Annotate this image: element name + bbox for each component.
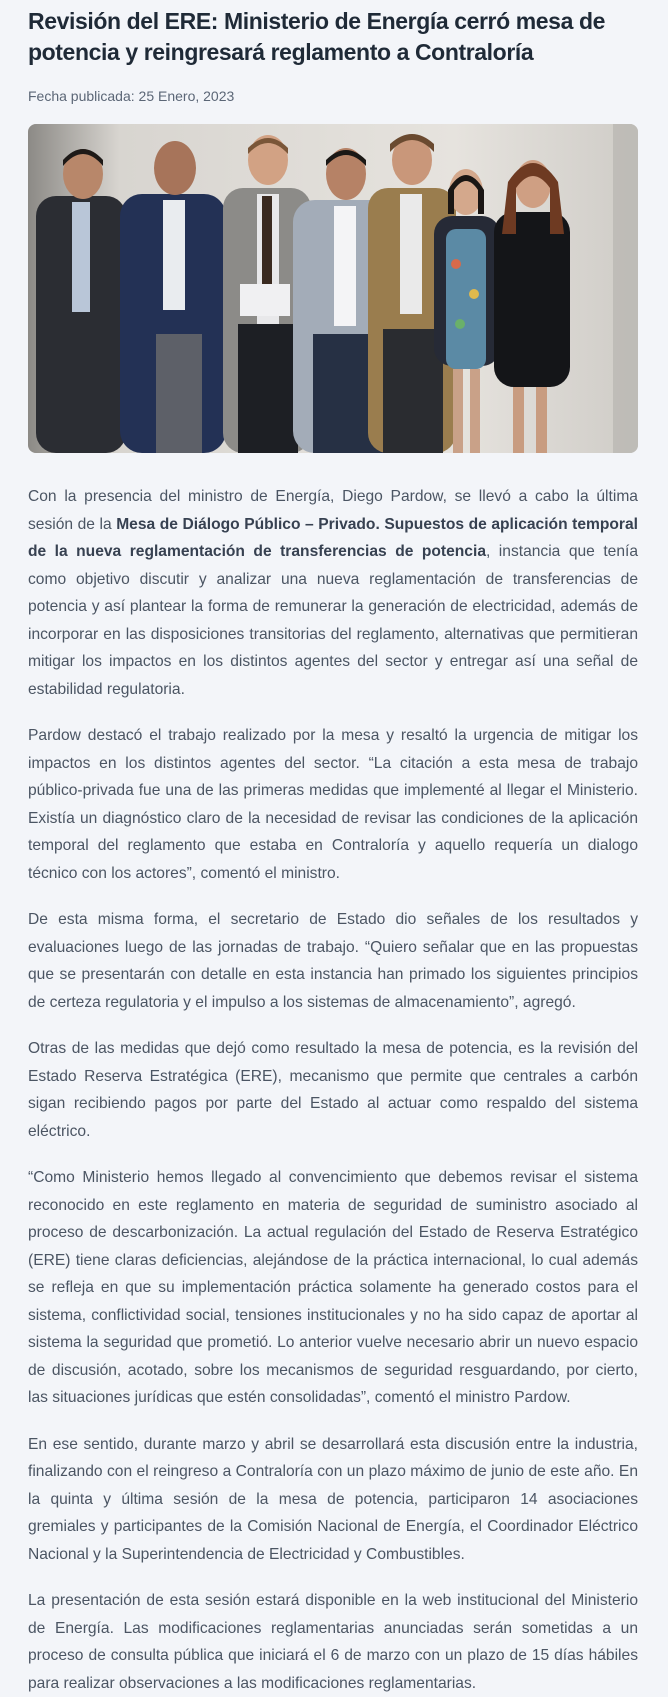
article-title: Revisión del ERE: Ministerio de Energía cerró mesa de potencia y reingresará reglamento a Contraloría (28, 8, 605, 65)
article-photo (28, 124, 638, 453)
publish-date-label: Fecha publicada: (28, 88, 135, 104)
article-body (28, 483, 638, 1697)
article-paragraph-1: Con la presencia del ministro de Energía, Diego Pardow, se llevó a cabo la última sesión de la Mesa de Diálogo Público – Privado. Supuestos de aplicación temporal de la nueva reglamentación de transferencias de potencia, instancia que tenía como objetivo discutir y analizar una nueva reglamentación de transferencias de potencia y así plantear la forma de remunerar la generación de electricidad, además de incorporar en las disposiciones transitorias del reglamento, alternativas que permitieran mitigar los impactos en los distintos agentes del sector y entregar así una señal de estabilidad regulatoria. (28, 488, 639, 698)
group-photo-illustration (28, 124, 638, 453)
publish-date (28, 86, 638, 106)
article-paragraph-3: De esta misma forma, el secretario de Estado dio señales de los resultados y evaluaciones luego de las jornadas de trabajo. “Quiero señalar que en las propuestas que se presentarán con detalle en esta instancia han primado los siguientes principios de certeza regulatoria y el impulso a los sistemas de almacenamiento”, agregó. (28, 911, 638, 1011)
article-paragraph-7: La presentación de esta sesión estará disponible en la web institucional del Ministerio de Energía. Las modificaciones reglamentarias anunciadas serán sometidas a un proceso de consulta pública que iniciará el 6 de marzo con un plazo de 15 días hábiles para realizar observaciones a las modificaciones reglamentarias. (28, 1592, 638, 1692)
article-paragraph-5: “Como Ministerio hemos llegado al convencimiento que debemos revisar el sistema reconocido en este reglamento en materia de seguridad de suministro asociado al proceso de descarbonización. La actual regulación del Estado de Reserva Estratégico (ERE) tiene claras deficiencias, alejándose de la práctica internacional, lo cual además se refleja en que su implementación práctica solamente ha generado costos para el sistema, conflictividad social, tensiones institucionales y no ha sido capaz de aportar al sistema la seguridad que prometió. Lo anterior vuelve necesario abrir un nuevo espacio de discusión, acotado, sobre los mecanismos de seguridad resguardando, por cierto, las situaciones jurídicas que estén consolidadas”, comentó el ministro Pardow. (28, 1169, 638, 1406)
article-paragraph-4: Otras de las medidas que dejó como resultado la mesa de potencia, es la revisión del Estado Reserva Estratégica (ERE), mecanismo que permite que centrales a carbón sigan recibiendo pagos por parte del Estado al actuar como respaldo del sistema eléctrico. (28, 1040, 638, 1140)
article-paragraph-6: En ese sentido, durante marzo y abril se desarrollará esta discusión entre la industria, finalizando con el reingreso a Contraloría con un plazo máximo de junio de este año. En la quinta y última sesión de la mesa de potencia, participaron 14 asociaciones gremiales y participantes de la Comisión Nacional de Energía, el Coordinador Eléctrico Nacional y la Superintendencia de Electricidad y Combustibles. (28, 1435, 638, 1563)
bold-phrase: Mesa de Diálogo Público – Privado. Supuestos de aplicación temporal de la nueva reglamentación de transferencias de potencia (28, 515, 638, 560)
article-paragraph-2: Pardow destacó el trabajo realizado por la mesa y resaltó la urgencia de mitigar los impactos en los distintos agentes del sector. “La citación a esta mesa de trabajo público-privada fue una de las primeras medidas que implementé al llegar el Ministerio. Existía un diagnóstico claro de la necesidad de revisar las condiciones de la aplicación temporal del reglamento que estaba en Contraloría y aquello requería un dialogo técnico con los actores”, comentó el ministro. (28, 727, 638, 882)
publish-date-value: 25 Enero, 2023 (138, 88, 235, 104)
article (28, 0, 638, 1697)
